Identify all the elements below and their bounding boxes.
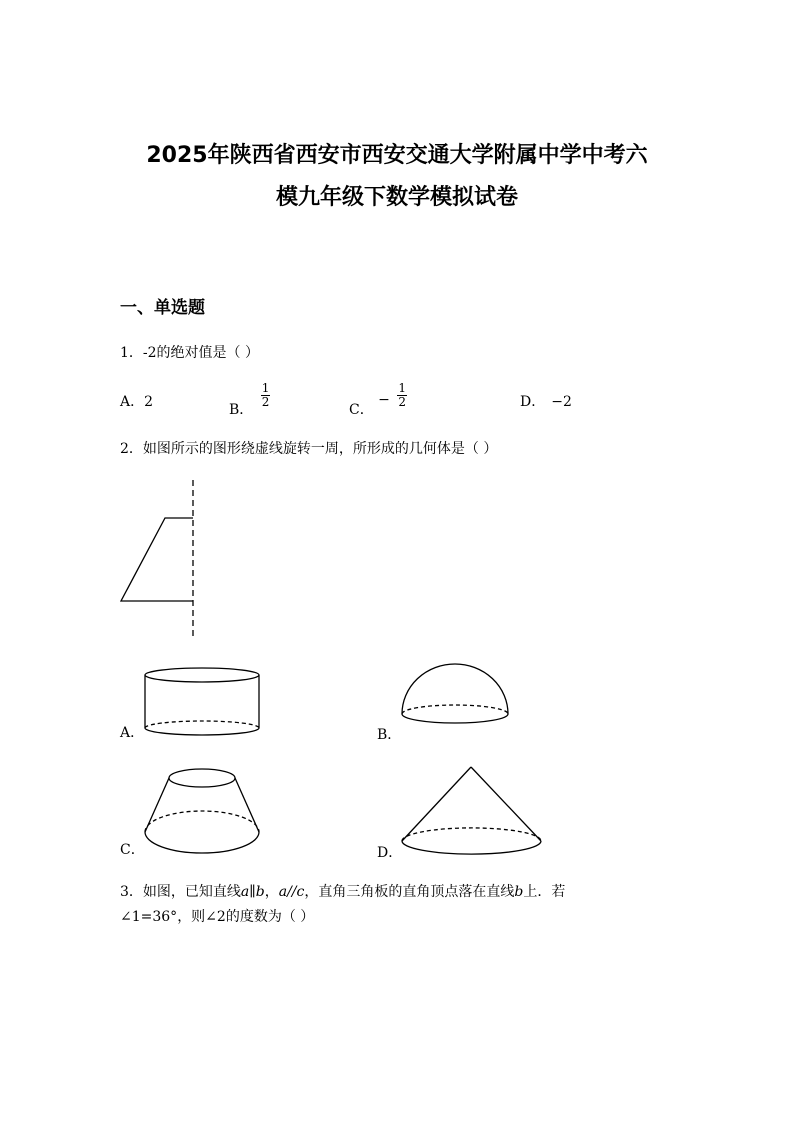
section-heading: 一、单选题 bbox=[120, 298, 205, 318]
trapezoid-shape bbox=[121, 518, 193, 601]
fraction-denominator: 2 bbox=[261, 395, 270, 409]
parallel-symbol: ∥ bbox=[249, 884, 256, 900]
frustum-figure[interactable] bbox=[145, 769, 259, 853]
page-title-line-1: 2025年陕西省西安市西安交通大学附属中学中考六 bbox=[146, 143, 648, 168]
fraction-numerator: 1 bbox=[398, 381, 406, 395]
question-2-option-d[interactable]: D． bbox=[377, 845, 403, 861]
stem-text: ， bbox=[264, 884, 279, 900]
stem-text: ，直角三角板的直角顶点落在直线 bbox=[304, 884, 515, 900]
question-3-stem-line-1 bbox=[120, 881, 565, 901]
stem-text: 3．如图，已知直线 bbox=[120, 884, 241, 900]
fraction-denominator: 2 bbox=[398, 395, 406, 409]
stem-text: ，则∠2的度数为（ ） bbox=[177, 909, 315, 925]
cylinder-figure[interactable] bbox=[145, 668, 259, 735]
stem-text: 上．若 bbox=[523, 884, 566, 900]
minus-sign: − bbox=[378, 391, 390, 408]
hemisphere-figure[interactable] bbox=[402, 664, 508, 723]
variable-a: a bbox=[278, 884, 288, 900]
question-2-option-b[interactable]: B． bbox=[377, 727, 402, 743]
question-3-stem-line-2 bbox=[120, 906, 314, 926]
option-letter: B． bbox=[229, 401, 254, 418]
variable-a: a bbox=[240, 884, 250, 900]
option-letter: A． bbox=[120, 394, 145, 410]
option-value: 2 bbox=[144, 394, 154, 410]
option-letter: D． bbox=[520, 394, 546, 410]
angle-value: ∠1=36° bbox=[120, 909, 178, 925]
variable-b: b bbox=[255, 884, 265, 900]
question-2-option-c[interactable]: C． bbox=[120, 842, 145, 858]
question-1-stem: 1．-2的绝对值是（ ） bbox=[120, 345, 259, 361]
question-2-stem: 2．如图所示的图形绕虚线旋转一周，所形成的几何体是（ ） bbox=[120, 441, 498, 457]
variable-b: b bbox=[514, 884, 524, 900]
variable-c: c bbox=[296, 884, 305, 900]
parallel-symbol: // bbox=[287, 884, 297, 900]
question-2-option-a[interactable]: A． bbox=[120, 725, 145, 741]
cone-figure[interactable] bbox=[402, 767, 541, 854]
page-title-line-2: 模九年级下数学模拟试卷 bbox=[275, 185, 518, 210]
fraction-numerator: 1 bbox=[261, 381, 270, 395]
trapezoid-figure bbox=[121, 480, 193, 638]
option-letter: C． bbox=[349, 401, 374, 418]
option-value: −2 bbox=[551, 394, 572, 410]
